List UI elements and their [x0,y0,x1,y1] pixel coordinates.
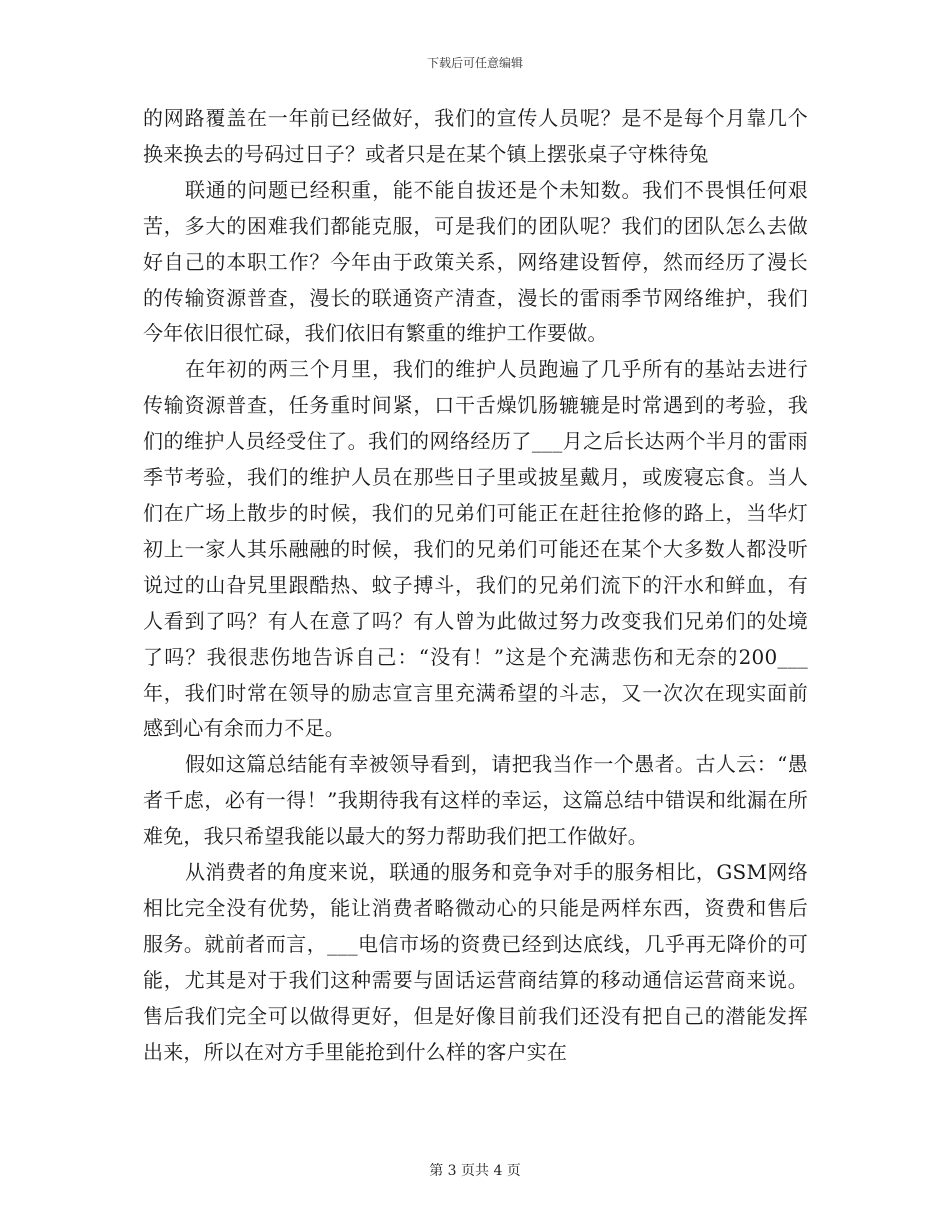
document-body [143,101,808,1070]
paragraph-3: 在年初的两三个月里，我们的维护人员跑遍了几乎所有的基站去进行传输资源普查，任务重时间紧，口干舌燥饥肠辘辘是时常遇到的考验，我们的维护人员经受住了。我们的网络经历了___月之后长达两个半月的雷雨季节考验，我们的维护人员在那些日子里或披星戴月，或废寝忘食。当人们在广场上散步的时候，我们的兄弟们可能正在赶往抢修的路上，当华灯初上一家人其乐融融的时候，我们的兄弟们可能还在某个大多数人都没听说过的山旮旯里跟酷热、蚊子搏斗，我们的兄弟们流下的汗水和鲜血，有人看到了吗？有人在意了吗？有人曾为此做过努力改变我们兄弟们的处境了吗？我很悲伤地告诉自己：“没有！”这是个充满悲伤和无奈的200___年，我们时常在领导的励志宣言里充满希望的斗志，又一次次在现实面前感到心有余而力不足。 [143,357,808,741]
paragraph-2: 联通的问题已经积重，能不能自拔还是个未知数。我们不畏惧任何艰苦，多大的困难我们都能克服，可是我们的团队呢？我们的团队怎么去做好自己的本职工作？今年由于政策关系，网络建设暂停，然而经历了漫长的传输资源普查，漫长的联通资产清查，漫长的雷雨季节网络维护，我们今年依旧很忙碌，我们依旧有繁重的维护工作要做。 [143,177,808,346]
page-number-footer: 第 3 页共 4 页 [429,1163,521,1179]
paragraph-4: 假如这篇总结能有幸被领导看到，请把我当作一个愚者。古人云：“愚者千虑，必有一得！”我期待我有这样的幸运，这篇总结中错误和纰漏在所难免，我只希望我能以最大的努力帮助我们把工作做好。 [143,752,808,849]
page-header: 下载后可任意编辑 [426,56,523,70]
paragraph-1: 的网路覆盖在一年前已经做好，我们的宣传人员呢？是不是每个月靠几个换来换去的号码过日子？或者只是在某个镇上摆张桌子守株待兔 [143,106,808,166]
paragraph-5: 从消费者的角度来说，联通的服务和竞争对手的服务相比，GSM网络相比完全没有优势，能让消费者略微动心的只能是两样东西，资费和售后服务。就前者而言，___电信市场的资费已经到达底线，几乎再无降价的可能，尤其是对于我们这种需要与固话运营商结算的移动通信运营商来说。售后我们完全可以做得更好，但是好像目前我们还没有把自己的潜能发挥出来，所以在对方手里能抢到什么样的客户实在 [143,860,808,1064]
